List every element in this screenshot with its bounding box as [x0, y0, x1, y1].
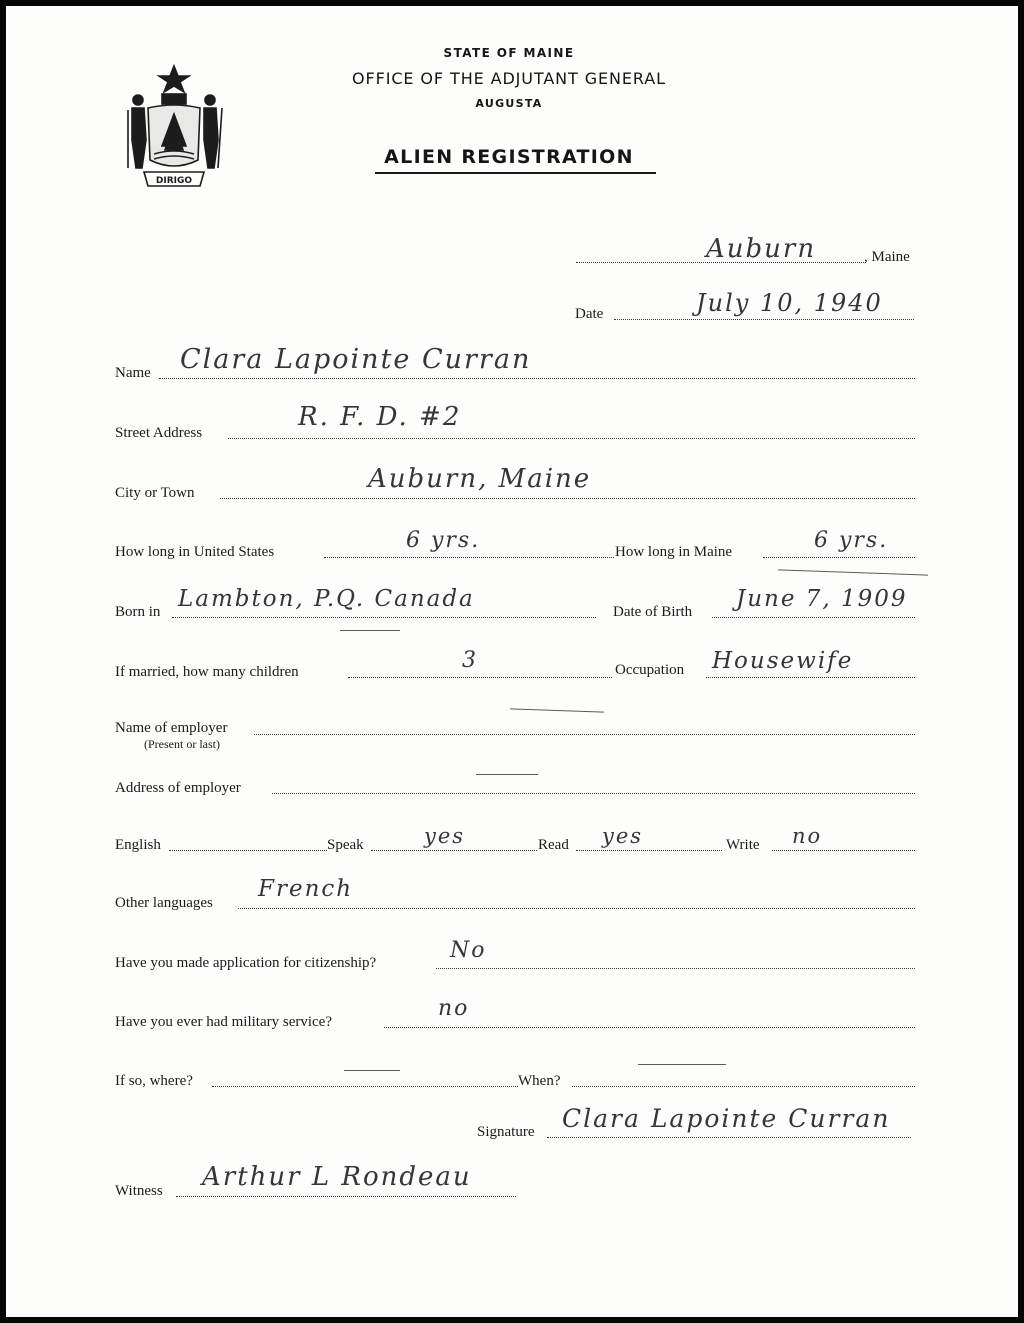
dob-line [712, 617, 915, 618]
city-label: City or Town [115, 485, 195, 501]
date-value: July 10, 1940 [696, 289, 883, 317]
military-value: no [438, 996, 470, 1021]
employer-line [254, 734, 915, 735]
military-line [384, 1027, 915, 1028]
date-line [614, 319, 914, 320]
form-title: ALIEN REGISTRATION [384, 146, 634, 168]
years-maine-value: 6 yrs. [814, 528, 889, 553]
english-label: English [115, 837, 161, 853]
employer-address-blank-mark [476, 774, 538, 775]
children-line [348, 677, 612, 678]
read-line [576, 850, 722, 851]
other-languages-line [238, 908, 915, 909]
where-blank-mark [344, 1070, 400, 1071]
employer-note: (Present or last) [144, 737, 220, 751]
maine-label: , Maine [864, 249, 910, 265]
how-long-us-label: How long in United States [115, 544, 275, 560]
write-value: no [792, 824, 823, 848]
children-value: 3 [462, 648, 478, 673]
other-languages-label: Other languages [115, 895, 213, 911]
dob-label: Date of Birth [613, 604, 693, 620]
when-blank-mark [638, 1064, 726, 1065]
witness-label: Witness [115, 1183, 163, 1199]
citizenship-line [436, 968, 915, 969]
employer-label: Name of employer [115, 720, 228, 736]
speak-label: Speak [327, 837, 364, 853]
where-label: If so, where? [115, 1073, 193, 1089]
other-languages-value: French [258, 876, 354, 902]
born-value: Lambton, P.Q. Canada [178, 586, 475, 612]
state-heading: STATE OF MAINE [443, 46, 575, 60]
children-label: If married, how many children [115, 664, 299, 680]
employer-blank-mark [510, 708, 604, 712]
signature-label: Signature [477, 1124, 535, 1140]
street-label: Street Address [115, 425, 203, 441]
witness-line [176, 1196, 516, 1197]
occupation-label: Occupation [615, 662, 685, 678]
signature-line [547, 1137, 911, 1138]
registration-form [6, 6, 1018, 1317]
how-long-maine-line [763, 557, 915, 558]
street-line [228, 438, 915, 439]
speak-value: yes [424, 824, 466, 848]
how-long-us-line [324, 557, 614, 558]
born-label: Born in [115, 604, 161, 620]
title-underline [375, 172, 656, 174]
name-line [159, 378, 915, 379]
place-value: Auburn [706, 234, 817, 264]
read-value: yes [602, 824, 644, 848]
read-label: Read [538, 837, 569, 853]
street-value: R. F. D. #2 [298, 402, 462, 432]
occupation-line [706, 677, 915, 678]
military-label: Have you ever had military service? [115, 1014, 332, 1030]
maine-underline-mark [778, 569, 928, 575]
city-heading: AUGUSTA [475, 97, 543, 110]
citizenship-label: Have you made application for citizenship? [115, 955, 377, 971]
name-label: Name [115, 365, 151, 381]
write-label: Write [726, 837, 760, 853]
when-label: When? [518, 1073, 561, 1089]
citizenship-value: No [450, 938, 487, 963]
write-line [772, 850, 915, 851]
date-label: Date [575, 306, 604, 322]
name-value: Clara Lapointe Curran [180, 344, 532, 375]
seal-banner-text: DIRIGO [155, 176, 193, 186]
witness-value: Arthur L Rondeau [202, 1162, 472, 1192]
where-line [212, 1086, 518, 1087]
office-heading: OFFICE OF THE ADJUTANT GENERAL [352, 69, 666, 88]
city-line [220, 498, 915, 499]
dob-value: June 7, 1909 [736, 586, 908, 612]
when-line [572, 1086, 915, 1087]
english-line [169, 850, 327, 851]
years-us-value: 6 yrs. [406, 528, 481, 553]
born-line [172, 617, 596, 618]
employer-address-label: Address of employer [115, 780, 241, 796]
city-value: Auburn, Maine [368, 464, 592, 494]
speak-line [371, 850, 537, 851]
signature-value: Clara Lapointe Curran [562, 1104, 891, 1133]
how-long-maine-label: How long in Maine [615, 544, 733, 560]
born-underline-mark [340, 630, 400, 631]
employer-address-line [272, 793, 915, 794]
occupation-value: Housewife [712, 648, 854, 674]
